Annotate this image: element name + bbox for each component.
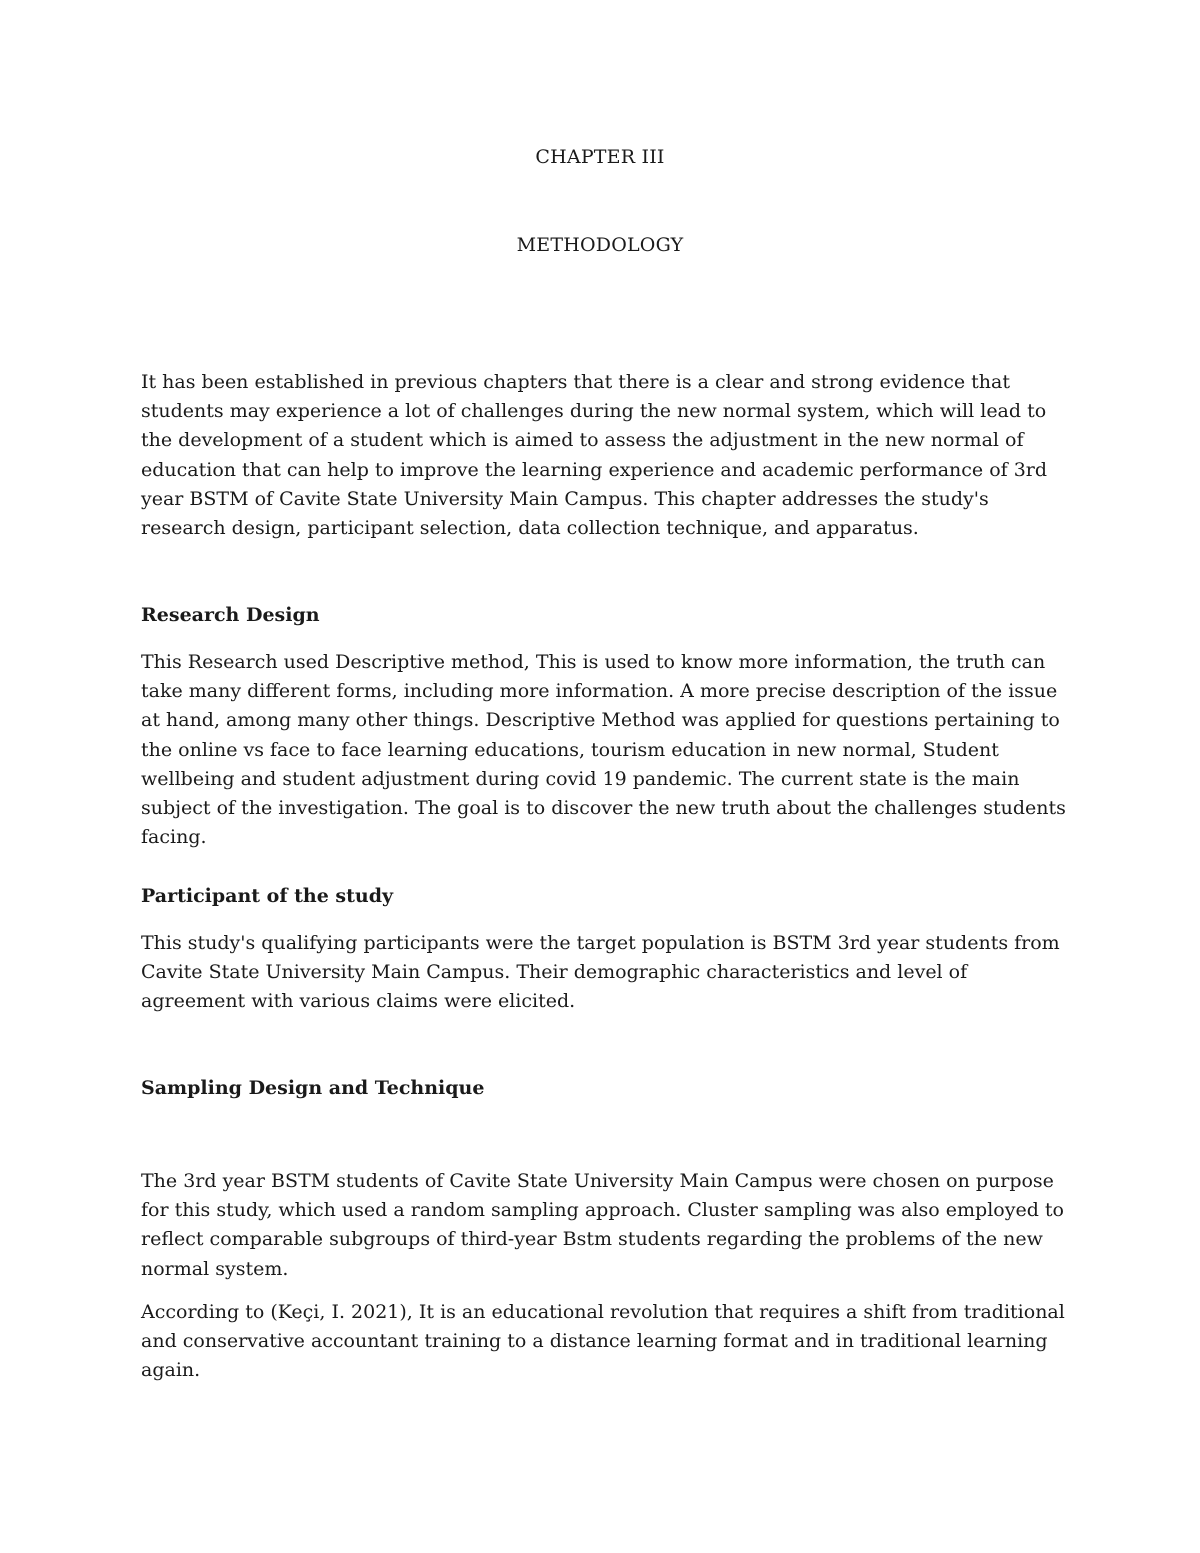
research-design-heading: Research Design: [141, 604, 320, 626]
chapter-title: METHODOLOGY: [516, 234, 684, 256]
intro-paragraph: It has been established in previous chapters that there is a clear and strong evidence that students may experience a lot of challenges during the new normal system, which will lead to the development of a student which is aimed to assess the adjustment in the new normal of education that can help to improve the learning experience and academic performance of 3rd year BSTM of Cavite State University Main Campus. This chapter addresses the study's research design, participant selection, data collection technique, and apparatus.: [141, 371, 1048, 540]
participant-paragraph: This study's qualifying participants were the target population is BSTM 3rd year students from Cavite State University Main Campus. Their demographic characteristics and level of agreement with various claims were elicited.: [141, 932, 1060, 1013]
chapter-label: CHAPTER III: [535, 146, 665, 168]
research-design-paragraph: This Research used Descriptive method, This is used to know more information, the truth can take many different forms, including more information. A more precise description of the issue at hand, among many other things. Descriptive Method was applied for questions pertaining to the online vs face to face learning educations, tourism education in new normal, Student wellbeing and student adjustment during covid 19 pandemic. The current state is the main subject of the investigation. The goal is to discover the new truth about the challenges students facing.: [141, 651, 1066, 849]
sampling-paragraph: The 3rd year BSTM students of Cavite State University Main Campus were chosen on purpose for this study, which used a random sampling approach. Cluster sampling was also employed to reflect comparable subgroups of third-year Bstm students regarding the problems of the new normal system.: [141, 1170, 1064, 1280]
sampling-heading: Sampling Design and Technique: [141, 1077, 485, 1099]
participant-heading: Participant of the study: [141, 885, 394, 907]
citation-paragraph: According to (Keçi, I. 2021), It is an educational revolution that requires a shift from traditional and conservative accountant training to a distance learning format and in traditional learning again.: [141, 1301, 1065, 1382]
